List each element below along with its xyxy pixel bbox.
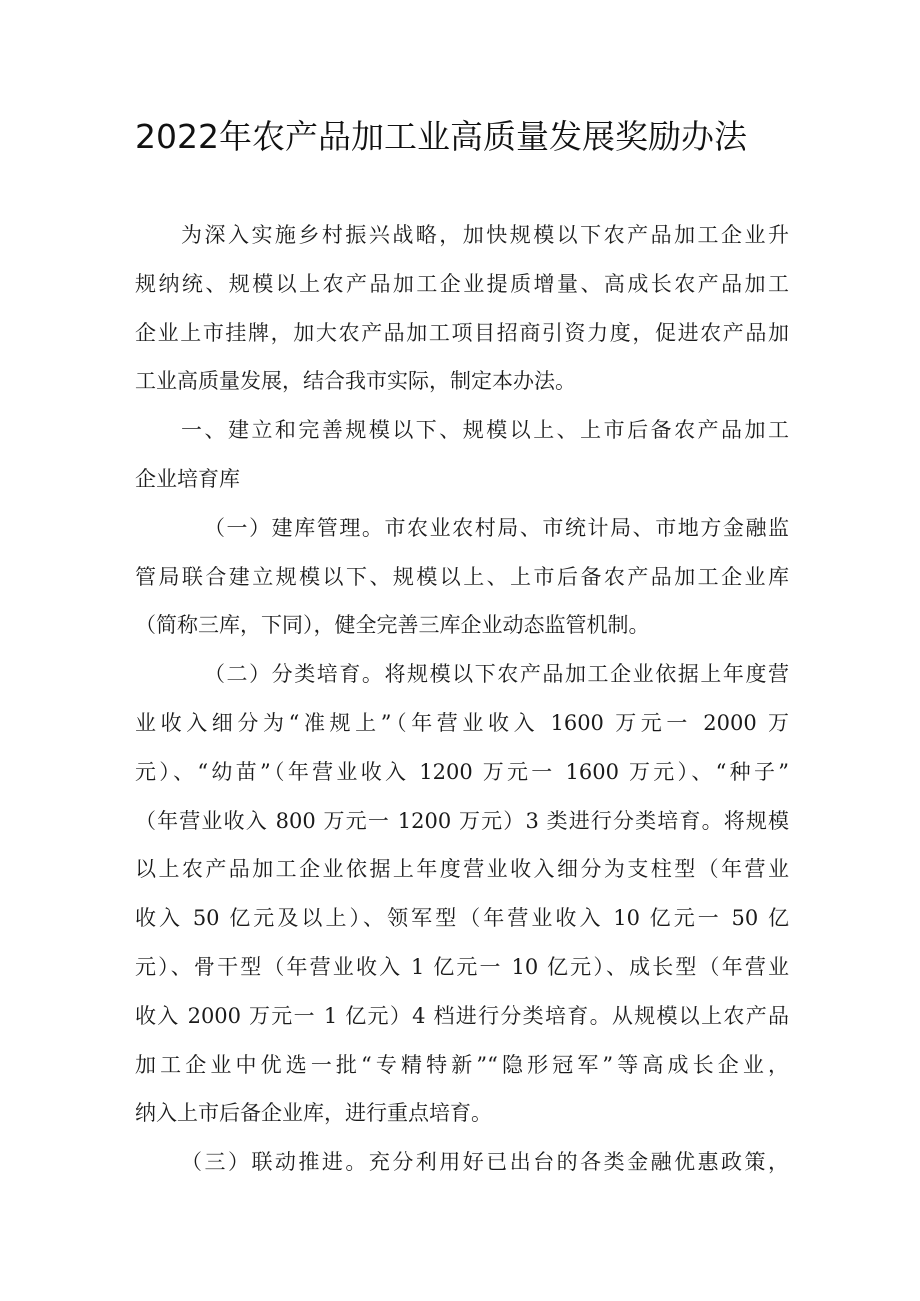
paragraph-intro-line-2: 规纳统、规模以上农产品加工企业提质增量、高成长农产品加工 <box>135 271 789 296</box>
paragraph-intro-line-3: 企业上市挂牌，加大农产品加工项目招商引资力度，促进农产品加 <box>135 320 789 345</box>
document-body <box>135 211 789 1187</box>
clause-2-line-9: 加工企业中优选一批“专精特新”“隐形冠军”等高成长企业， <box>135 1052 789 1077</box>
paragraph-intro-line-4: 工业高质量发展，结合我市实际，制定本办法。 <box>135 369 576 394</box>
clause-2-line-3: 元）、“幼苗”（年营业收入 1200 万元一 1600 万元）、“种子” <box>135 759 789 784</box>
clause-3-line-1: （三）联动推进。充分利用好已出台的各类金融优惠政策， <box>181 1150 789 1175</box>
clause-2-line-6: 收入 50 亿元及以上）、领军型（年营业收入 10 亿元一 50 亿 <box>135 906 789 931</box>
clause-2-line-5: 以上农产品加工企业依据上年度营业收入细分为支柱型（年营业 <box>135 857 789 882</box>
paragraph-intro-line-1: 为深入实施乡村振兴战略，加快规模以下农产品加工企业升 <box>181 223 789 247</box>
clause-2-line-8: 收入 2000 万元一 1 亿元）4 档进行分类培育。从规模以上农产品 <box>135 1003 789 1028</box>
clause-2-line-10: 纳入上市后备企业库，进行重点培育。 <box>135 1101 492 1126</box>
document-title: 2022年农产品加工业高质量发展奖励办法 <box>135 117 747 156</box>
section-heading-1-line-2: 企业培育库 <box>135 466 240 491</box>
clause-2-line-1: （二）分类培育。将规模以下农产品加工企业依据上年度营 <box>204 662 789 687</box>
clause-2-line-7: 元）、骨干型（年营业收入 1 亿元一 10 亿元）、成长型（年营业 <box>135 954 789 979</box>
clause-2-line-4: （年营业收入 800 万元一 1200 万元）3 类进行分类培育。将规模 <box>135 808 789 833</box>
clause-2-line-2: 业收入细分为“准规上”（年营业收入 1600 万元一 2000 万 <box>135 710 789 735</box>
clause-1-line-2: 管局联合建立规模以下、规模以上、上市后备农产品加工企业库 <box>135 564 789 589</box>
clause-1-line-3: （简称三库，下同），健全完善三库企业动态监管机制。 <box>135 613 650 638</box>
clause-1-line-1: （一）建库管理。市农业农村局、市统计局、市地方金融监 <box>204 515 789 540</box>
section-heading-1-line-1: 一、建立和完善规模以下、规模以上、上市后备农产品加工 <box>181 418 789 443</box>
